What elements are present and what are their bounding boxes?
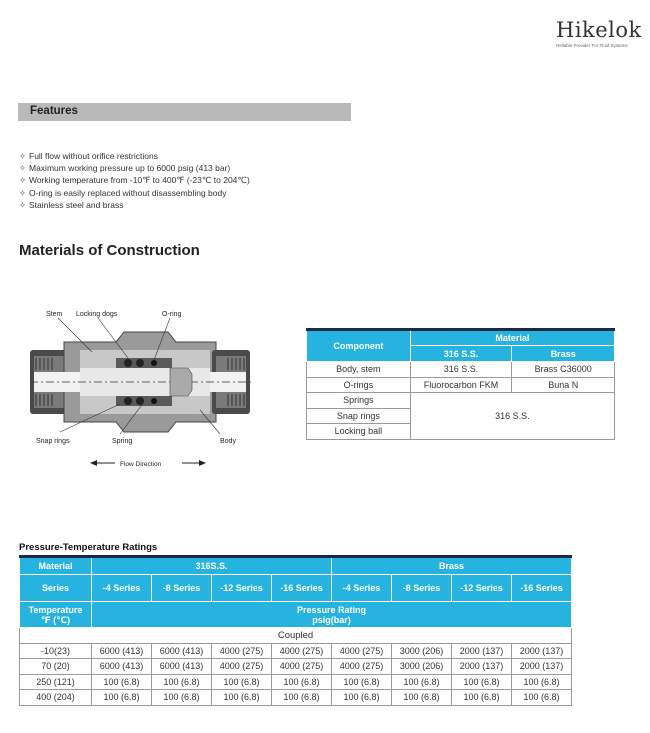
feature-item: ✧ Stainless steel and brass [19,199,124,210]
table-row: 70 (20) 6000 (413) 6000 (413) 4000 (275) 4000 (275) 4000 (275) 3000 (206) 2000 (137) 2000 (137) [20,659,572,675]
table-row: Locking ball [307,424,615,440]
table-row: O-rings Fluorocarbon FKM Buna N [307,377,615,393]
feature-list [19,150,250,211]
label-stem: Stem [46,311,63,318]
label-o-ring: O-ring [162,311,182,318]
label-spring: Spring [112,438,133,445]
header-component: Component [307,330,411,362]
features-header-bar [18,103,351,121]
table-row: Snap rings [307,408,615,424]
series-header: -12 Series [452,575,512,602]
series-header: -12 Series [212,575,272,602]
diamond-bullet-icon: ✧ [19,199,27,210]
header-material: Material [410,330,614,346]
label-flow-direction: Flow Direction [120,461,162,468]
materials-table [306,328,615,440]
header-316ss: 316 S.S. [410,346,512,362]
feature-item: ✧ Maximum working pressure up to 6000 psig (413 bar) [19,163,231,174]
pressure-temperature-table [19,555,572,706]
header-pressure-rating: Pressure Rating psig(bar) [92,602,572,628]
flow-right-arrow-icon [199,460,206,466]
header-series: Series [20,575,92,602]
label-snap-rings: Snap rings [36,438,70,445]
header-temperature: Temperature ℉ (℃) [20,602,92,628]
header-brass: Brass [512,346,615,362]
diamond-bullet-icon: ✧ [19,187,27,198]
coupled-label: Coupled [20,628,572,644]
label-body: Body [220,438,236,445]
series-header: -8 Series [152,575,212,602]
table-row: Springs 316 S.S. [307,393,615,409]
flow-left-arrow-icon [90,460,97,466]
hikelok-logo [556,18,642,50]
series-header: -4 Series [92,575,152,602]
logo-tagline: Reliable Provider For Fluid Systems [556,43,628,48]
features-title: Features [30,105,78,117]
logo-name: Hikelok [556,18,642,42]
diamond-bullet-icon: ✧ [19,163,27,174]
quick-connect-cutaway-diagram [20,302,260,474]
series-header: -16 Series [512,575,572,602]
feature-item: ✧ Full flow without orifice restrictions [19,151,158,161]
header-material: Material [20,557,92,575]
series-header: -8 Series [392,575,452,602]
table-row: -10(23) 6000 (413) 6000 (413) 4000 (275) 4000 (275) 4000 (275) 3000 (206) 2000 (137) 2000 (137) [20,643,572,659]
feature-item: ✧ Working temperature from -10℉ to 400℉ (-23℃ to 204℃) [19,175,250,186]
header-316ss: 316S.S. [92,557,332,575]
materials-title: Materials of Construction [19,242,200,259]
shared-material-cell: 316 S.S. [410,393,614,440]
table-row: 400 (204) 100 (6.8) 100 (6.8) 100 (6.8) 100 (6.8) 100 (6.8) 100 (6.8) 100 (6.8) 100 (6.8) [20,690,572,706]
feature-item: ✧ O-ring is easily replaced without disassembling body [19,187,227,198]
table-row: Body, stem 316 S.S. Brass C36000 [307,362,615,378]
header-brass: Brass [332,557,572,575]
table-row: 250 (121) 100 (6.8) 100 (6.8) 100 (6.8) 100 (6.8) 100 (6.8) 100 (6.8) 100 (6.8) 100 (6.8) [20,674,572,690]
series-header: -4 Series [332,575,392,602]
pressure-temperature-title: Pressure-Temperature Ratings [19,542,158,553]
series-header: -16 Series [272,575,332,602]
diamond-bullet-icon: ✧ [19,151,27,161]
diamond-bullet-icon: ✧ [19,175,27,186]
label-locking-dogs: Locking dogs [76,311,118,318]
coupled-row [20,628,572,644]
